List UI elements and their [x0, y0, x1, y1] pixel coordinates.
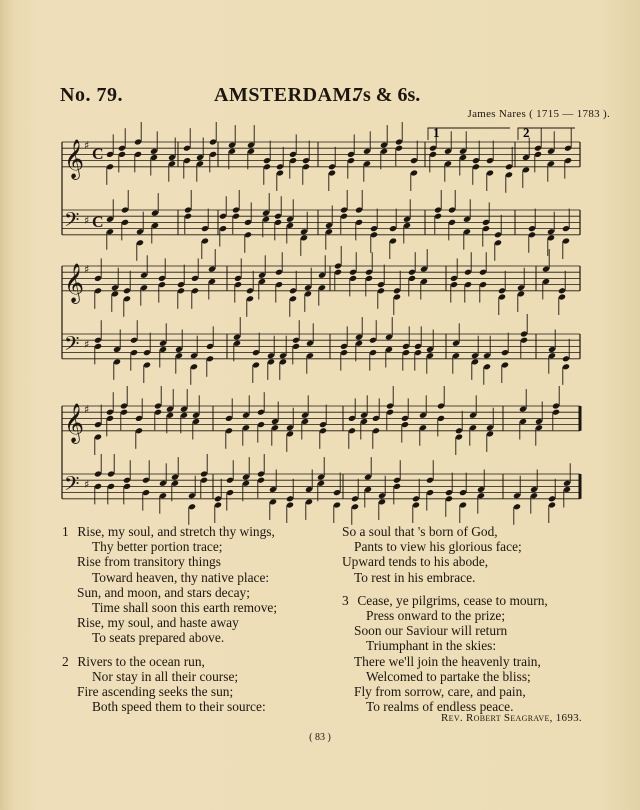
verse-line: Welcomed to partake the bliss;	[366, 668, 531, 684]
verse-line: Rise from transitory things	[77, 554, 221, 570]
verse-line: Nor stay in all their course;	[92, 668, 239, 684]
verse-line: Press onward to the prize;	[366, 608, 506, 624]
first-ending-label: 1	[433, 125, 440, 140]
verse-line: Rise, my soul, and stretch thy wings,	[77, 524, 275, 539]
stanza-2-continued	[342, 524, 612, 585]
verse-line: Time shall soon this earth remove;	[92, 600, 278, 616]
stanza-number: 3	[342, 592, 349, 608]
stanza-number: 1	[62, 524, 69, 539]
stanza-3	[342, 593, 612, 715]
sharp-icon: ♯	[84, 338, 90, 351]
page-number: ( 83 )	[309, 732, 331, 743]
verse-line: To seats prepared above.	[92, 630, 225, 646]
sharp-icon: ♯	[84, 139, 90, 152]
verse-line: Fire ascending seeks the sun;	[77, 684, 234, 700]
second-ending-label: 2	[523, 125, 530, 140]
verse-line: Toward heaven, thy native place:	[92, 569, 270, 585]
verse-line: Pants to view his glorious face;	[354, 539, 522, 555]
verse-line: Sun, and moon, and stars decay;	[77, 584, 250, 600]
bass-clef-icon: 𝄢	[64, 332, 80, 360]
bass-clef-icon: 𝄢	[64, 208, 80, 236]
verses-right-column	[342, 524, 612, 722]
verses-left-column	[62, 524, 327, 722]
verse-line: Triumphant in the skies:	[366, 638, 497, 654]
verse-line: Soon our Saviour will return	[354, 623, 508, 639]
sharp-icon: ♯	[84, 214, 90, 227]
verse-line: Fly from sorrow, care, and pain,	[354, 684, 526, 700]
verse-line: Both speed them to their source:	[92, 699, 266, 715]
verse-line: To realms of endless peace.	[366, 699, 514, 715]
tune-name: AMSTERDAM.	[214, 84, 358, 106]
verse-line: There we'll join the heavenly train,	[354, 653, 541, 669]
verse-line: Rivers to the ocean run,	[77, 653, 205, 669]
sharp-icon: ♯	[84, 478, 90, 491]
composer-credit: James Nares ( 1715 — 1783 ).	[467, 108, 610, 120]
common-time-icon: C	[92, 146, 104, 163]
bass-clef-icon: 𝄢	[64, 472, 80, 500]
first-ending-bracket	[428, 128, 510, 140]
stanza-number: 2	[62, 653, 69, 669]
verse-line: Upward tends to his abode,	[342, 554, 489, 570]
hymn-number: No. 79.	[60, 84, 123, 106]
sharp-icon: ♯	[84, 263, 90, 276]
verse-line: So a soul that 's born of God,	[342, 524, 498, 539]
hymn-meter: 7s & 6s.	[353, 84, 421, 106]
treble-clef-icon: 𝄞	[64, 403, 85, 443]
verse-line: Cease, ye pilgrims, cease to mourn,	[357, 592, 548, 608]
verse-line: To rest in his embrace.	[354, 569, 476, 585]
sharp-icon: ♯	[84, 403, 90, 416]
text-author: Rev. Robert Seagrave, 1693.	[441, 712, 582, 724]
staff-systems	[62, 122, 580, 525]
stanza-2	[62, 654, 327, 715]
treble-clef-icon: 𝄞	[64, 263, 85, 303]
verse-line: Rise, my soul, and haste away	[77, 615, 239, 631]
stanza-1	[62, 524, 327, 646]
common-time-icon: C	[92, 214, 104, 231]
treble-clef-icon: 𝄞	[64, 139, 85, 179]
verse-line: Thy better portion trace;	[92, 539, 223, 555]
